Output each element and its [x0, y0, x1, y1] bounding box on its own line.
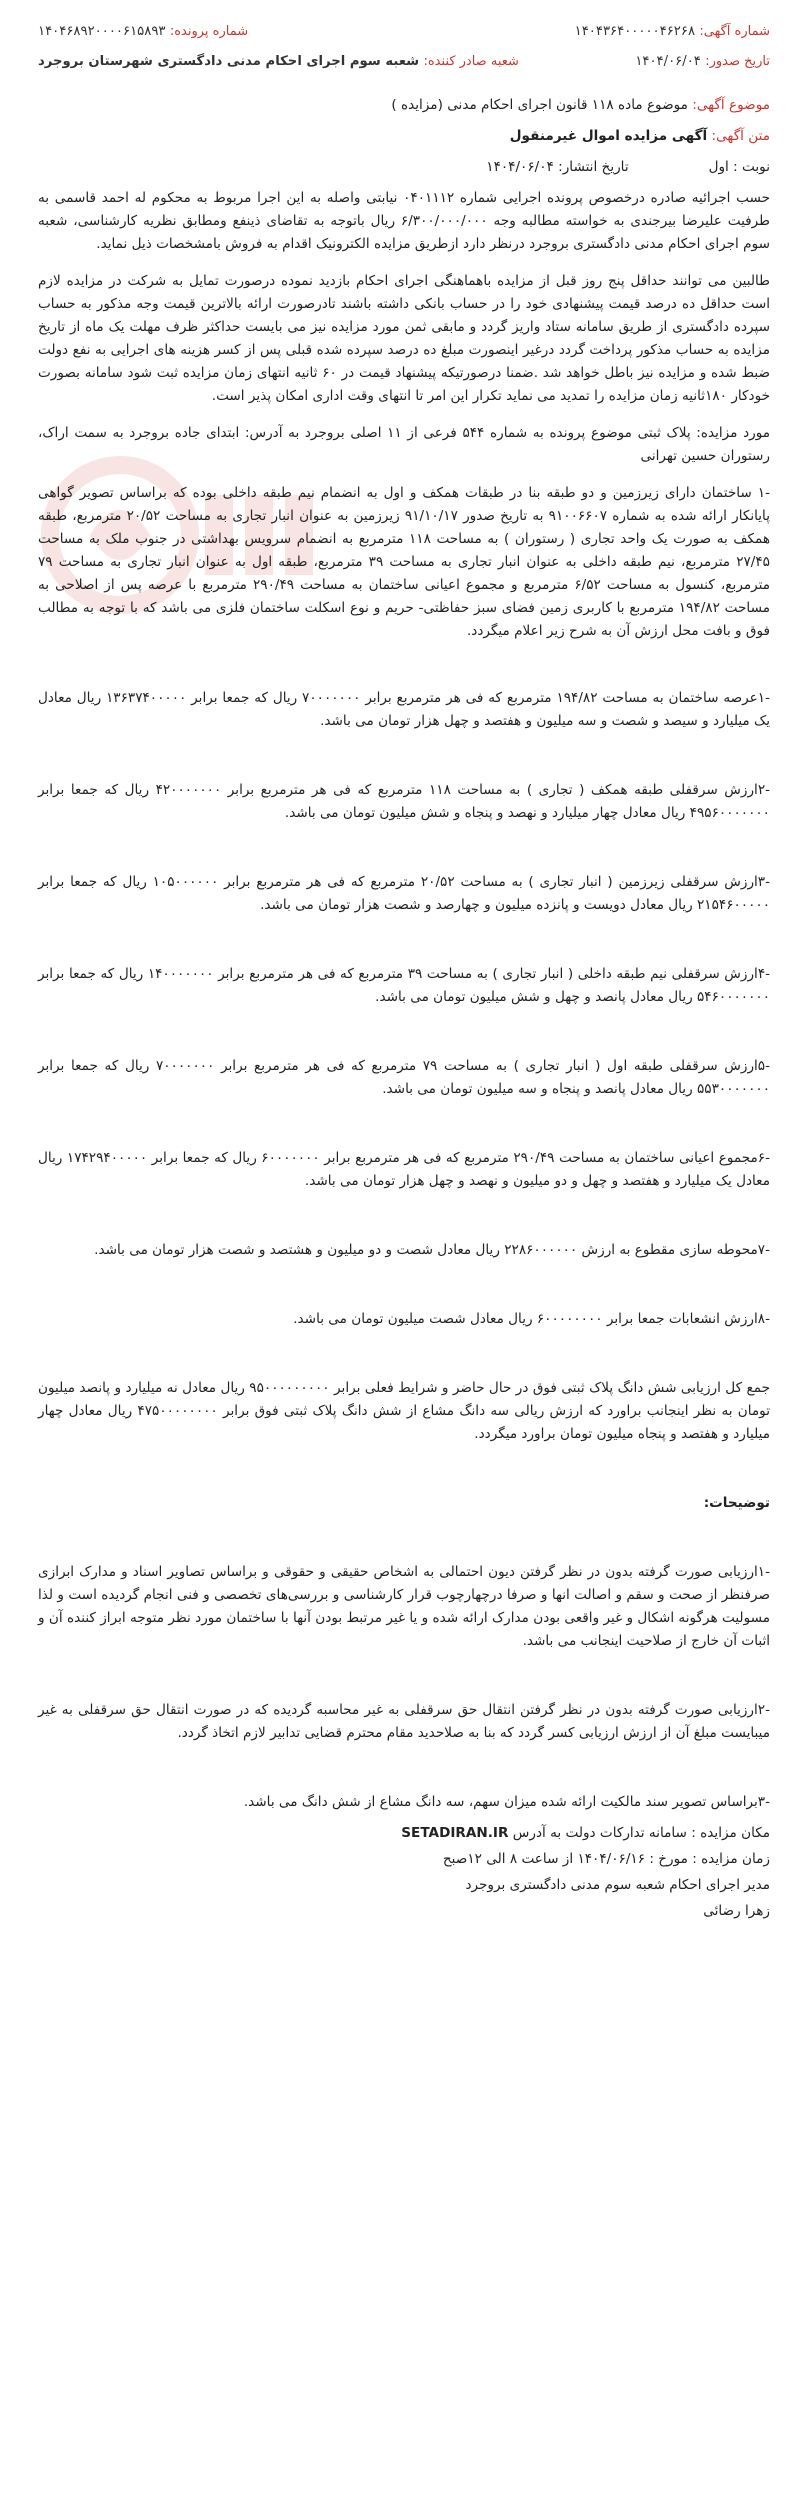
note-item: -۱ارزیابی صورت گرفته بدون در نظر گرفتن دیون احتمالی به اشخاص حقیقی و حقوقی و براساس تصاویر اسناد و مدارک ابرازی صرفنظر از صحت و سقم و اصالت انها و صرفا درچهارچوب قرار کارشناسی و بررسی‌های تخصصی و فنی انجام گردیده است و لذا مسولیت هرگونه اشکال و غیر واقعی بودن مدارک ارائه شده و یا غیر مرتبط بودن آنها با ساختمان مورد نظر متوجه ابراز کننده آن و اثبات آن خارج از صلاحیت اینجانب می باشد. [38, 1564, 770, 1649]
valuation-item: -۷محوطه سازی مقطوع به ارزش ۲۲۸۶۰۰۰۰۰۰ ریال معادل شصت و دو میلیون و هشتصد و شصت هزار تومان می باشد. [94, 1242, 770, 1258]
notice-page [38, 16, 770, 1924]
body-title-line [38, 125, 770, 148]
ad-number-label: شماره آگهی: [699, 24, 770, 39]
valuation-item: -۸ارزش انشعابات جمعا برابر ۶۰۰۰۰۰۰۰۰ ریال معادل شصت میلیون تومان می باشد. [293, 1311, 770, 1327]
auction-time: زمان مزایده : مورخ : ۱۴۰۴/۰۶/۱۶ از ساعت ۸ الی ۱۲صبح [442, 1851, 770, 1867]
issuer [38, 46, 519, 77]
auction-place [38, 1820, 770, 1846]
valuation-item: -۶مجموع اعیانی ساختمان به مساحت ۲۹۰/۴۹ مترمربع که فی هر مترمربع برابر ۶۰۰۰۰۰۰۰ ریال که جمعا برابر ۱۷۴۲۹۴۰۰۰۰۰ ریال معادل یک میلیارد و هفتصد و چهل و دو میلیون و نهصد و چهل هزار تومان می باشد. [38, 1150, 771, 1189]
header-row-2 [38, 46, 770, 76]
auction-site-link[interactable]: SETADIRAN.IR [401, 1825, 509, 1841]
paragraph-property: مورد مزایده: پلاک ثبتی موضوع پرونده به شماره ۵۴۴ فرعی از ۱۱ اصلی بروجرد به آدرس: ابتدای جاده بروجرد به سمت اراک، رستوران حسین تهرانی [38, 425, 771, 464]
body-title-label: متن آگهی: [711, 128, 770, 144]
valuation-item: -۳ارزش سرقفلی زیرزمین ( انبار تجاری ) به مساحت ۲۰/۵۲ مترمربع که فی هر مترمربع برابر ۱۰۵۰۰۰۰۰۰ ریال که جمعا برابر ۲۱۵۴۶۰۰۰۰۰ ریال معادل دویست و پانزده میلیون و چهارصد و شصت هزار تومان می باشد. [38, 874, 771, 913]
paragraph-building: -۱ ساختمان دارای زیرزمین و دو طبقه بنا در طبقات همکف و اول به انضمام نیم طبقه داخلی بوده که براساس تصویر گواهی پایانکار ارائه شده به شماره ۹۱۰۰۶۶۰۷ به تاریخ صدور ۹۱/۱۰/۱۷ زیرزمین به عنوان انبار تجاری به مساحت ۲۰/۵۲ مترمربع، طبقه همکف به صورت یک واحد تجاری ( رستوران ) به مساحت ۱۱۸ مترمربع به انضمام سرویس بهداشتی در جنوب ملک به مساحت ۲۷/۴۵ مترمربع، نیم طبقه داخلی به عنوان انبار تجاری به مساحت ۳۹ مترمربع، طبقه اول به عنوان انبار تجاری به مساحت ۷۹ مترمربع، کنسول به مساحت ۶/۵۲ مترمربع و مجموع اعیانی ساختمان به مساحت ۲۹۰/۴۹ مترمربع با عرصه پس از اصلاحی به مساحت ۱۹۴/۸۲ مترمربع با کاربری زمین فضای سبز حفاظتی- حریم و نوع اسکلت ساختمان فلزی می باشد که با توجه به مطالب فوق و بافت محل ارزش آن به شرح زیر اعلام میگردد. [38, 485, 770, 639]
issuer-value: شعبه سوم اجرای احکام مدنی دادگستری شهرستان بروجرد [38, 54, 420, 69]
auction-place-label: مکان مزایده : سامانه تدارکات دولت به آدرس [508, 1825, 770, 1841]
valuation-item: -۱عرصه ساختمان به مساحت ۱۹۴/۸۲ مترمربع که فی هر مترمربع برابر ۷۰۰۰۰۰۰۰ ریال که جمعا برابر ۱۳۶۳۷۴۰۰۰۰۰ ریال معادل یک میلیارد و سیصد و شصت و سه میلیون و هفتصد و چهل هزار تومان می باشد. [38, 690, 771, 729]
valuation-item: -۴ارزش سرقفلی نیم طبقه داخلی ( انبار تجاری ) به مساحت ۳۹ مترمربع که فی هر مترمربع برابر ۱۴۰۰۰۰۰۰۰ ریال که جمعا برابر ۵۴۶۰۰۰۰۰۰۰ ریال معادل پانصد و چهل و شش میلیون تومان می باشد. [38, 966, 771, 1005]
signatory-title: مدیر اجرای احکام شعبه سوم مدنی دادگستری بروجرد [465, 1877, 770, 1893]
body-title-text: آگهی مزایده اموال غیرمنقول [509, 128, 708, 144]
signatory-name: زهرا رضائی [703, 1903, 770, 1919]
case-number-value: ۱۴۰۴۶۸۹۲۰۰۰۰۶۱۵۸۹۳ [38, 24, 166, 39]
issue-date-value: ۱۴۰۴/۰۶/۰۴ [635, 54, 701, 69]
header-row-1 [38, 16, 770, 46]
issuer-label: شعبه صادر کننده: [423, 54, 519, 69]
case-number-label: شماره پرونده: [169, 24, 249, 39]
note-item: -۲ارزیابی صورت گرفته بدون در نظر گرفتن انتقال حق سرقفلی به غیر محاسبه گردیده که در صورت انتقال حق سرقفلی به غیر میبایست مبلغ آن از ارزش ارزیابی کسر گردد که بنا به صلاحدید مقام محترم قضایی تدابیر لازم اتخاذ گردد. [38, 1702, 770, 1741]
subject-text: موضوع ماده ۱۱۸ قانون اجرای احکام مدنی (مزایده ) [391, 97, 688, 113]
note-item: -۳براساس تصویر سند مالکیت ارائه شده میزان سهم، سه دانگ مشاع از شش دانگ می باشد. [243, 1794, 770, 1810]
ad-number-value: ۱۴۰۴۳۶۴۰۰۰۰۰۴۶۲۶۸ [574, 24, 696, 39]
ad-number [575, 16, 770, 47]
issue-date-label: تاریخ صدور: [705, 54, 770, 69]
subject-label: موضوع آگهی: [692, 97, 770, 113]
valuation-total: جمع کل ارزیابی شش دانگ پلاک ثبتی فوق در حال حاضر و شرایط فعلی برابر ۹۵۰۰۰۰۰۰۰۰۰ ریال معادل نه میلیارد و پانصد میلیون تومان به نظر اینجانب براورد که ارزش ریالی سه دانگ مشاع از شش دانگ پلاک ثبتی فوق برابر ۴۷۵۰۰۰۰۰۰۰۰ ریال معادل چهار میلیارد و هفتصد و پنجاه میلیون تومان براورد میگردد. [38, 1380, 770, 1442]
publication-row [38, 156, 770, 179]
valuation-item: -۵ارزش سرقفلی طبقه اول ( انبار تجاری ) به مساحت ۷۹ مترمربع که فی هر مترمربع برابر ۷۰۰۰۰۰۰۰ ریال که جمعا برابر ۵۵۳۰۰۰۰۰۰۰ ریال معادل پانصد و پنجاه و سه میلیون تومان می باشد. [38, 1058, 771, 1097]
issue-date [635, 46, 770, 77]
paragraph-execution: حسب اجرائیه صادره درخصوص پرونده اجرایی شماره ۰۴۰۱۱۱۲ نیابتی واصله به این اجرا مربوط به محکوم له احمد قاسمی به طرفیت علیرضا بیرجندی به خواسته مطالبه وجه ۶/۳۰۰/۰۰۰/۰۰۰ ریال باتوجه به تقاضای ذینفع ومطابق نظریه کارشناسی، شعبه سوم اجرای احکام مدنی دادگستری بروجرد درنظر دارد ازطریق مزایده الکترونیک اقدام به فروش بامشخصات ذیل نماید. [38, 190, 770, 252]
subject-line [38, 94, 770, 117]
notes-title: توضیحات: [703, 1495, 770, 1511]
publication-date: تاریخ انتشار: ۱۴۰۴/۰۶/۰۴ [486, 159, 629, 175]
case-number [38, 16, 248, 47]
publication-turn: نوبت : اول [708, 159, 770, 175]
paragraph-conditions: طالبین می توانند حداقل پنج روز قبل از مزایده باهماهنگی اجرای احکام بازدید نموده درصورت تمایل به شرکت در مزایده لازم است حداقل ده درصد قیمت پیشنهادی خود را در حساب بانکی داشته باشند تادرصورت ارائه بالاترین قیمت وجه مذکور به حساب سپرده دادگستری از طریق سامانه ستاد واریز گردد و مابقی ثمن مورد مزایده نیز می بایست حداکثر ظرف مهلت یک ماه از تاریخ مزایده به حساب مذکور پرداخت گردد درغیر اینصورت مبلغ ده درصد سپرده شده قبلی پس از کسر هزینه های اجرایی به نفع دولت ضبط شده و مزایده نیز باطل خواهد شد .ضمنا درصورتیکه پیشنهاد قیمت در ۶۰ ثانیه انتهای زمان مزایده ثبت شود سامانه بصورت خودکار ۱۸۰ثانیه زمان مزایده را تمدید می نماید تکرار این امر تا انتهای وقت اداری امکان پذیر است. [38, 273, 770, 404]
valuation-item: -۲ارزش سرقفلی طبقه همکف ( تجاری ) به مساحت ۱۱۸ مترمربع که فی هر مترمربع برابر ۴۲۰۰۰۰۰۰۰ ریال که جمعا برابر ۴۹۵۶۰۰۰۰۰۰۰ ریال معادل چهار میلیارد و نهصد و پنجاه و شش میلیون تومان می باشد. [38, 782, 771, 821]
